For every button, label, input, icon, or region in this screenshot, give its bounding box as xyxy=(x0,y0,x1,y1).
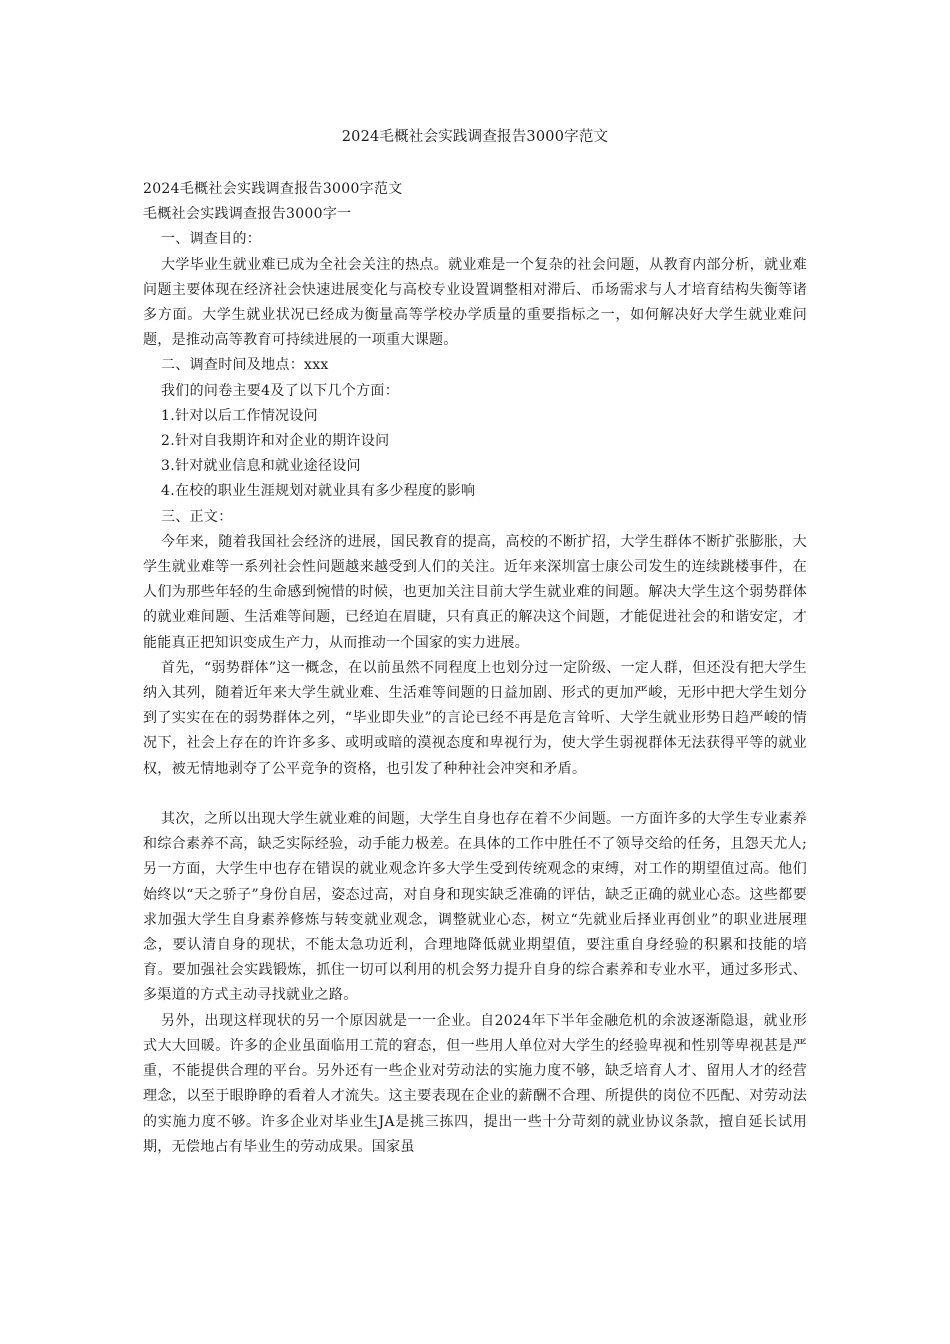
section-heading: 一、调查目的： xyxy=(161,231,262,248)
list-item: 2.针对自我期许和对企业的期许设问 xyxy=(161,433,390,450)
list-item: 1.针对以后工作情况设问 xyxy=(161,407,318,424)
section-heading: 二、调查时间及地点：xxx xyxy=(161,357,329,374)
section-heading: 三、正文： xyxy=(161,508,233,525)
paragraph: 大学毕业生就业难已成为全社会关注的热点。就业难是一个复杂的社会问题，从教育内部分析，就业难问题主要体现在经济社会快速进展变化与高校专业设置调整相对滞后、币场需求与人才培育结构失衡等诸多方面。大学生就业状况已经成为衡量高等学校办学质量的重要指标之一，如何解决好大学生就业难问题，是推动高等教育可持续进展的一项重大课题。 xyxy=(143,256,807,349)
paragraph: 首先，“弱势群体”这一概念，在以前虽然不同程度上也划分过一定阶级、一定人群，但还没有把大学生纳入其列，随着近年来大学生就业难、生活难等间题的日益加剧、形式的更加严峻，无形中把大学生划分到了实实在在的弱势群体之列，“毕业即失业”的言论已经不再是危言耸听、大学生就业形势日趋严峻的情况下，社会上存在的许许多多、或明或暗的漠视态度和卑视行为，使大学生弱视群体无法获得平等的就业权，被无情地剥夺了公平竞争的资格，也引发了种种社会冲突和矛盾。 xyxy=(143,659,807,777)
heading-line: 2024毛概社会实践调查报告3000字范文 xyxy=(143,181,403,197)
paragraph: 其次，之所以出现大学生就业难的间题，大学生自身也存在着不少间题。一方面许多的大学生专业素养和综合素养不高，缺乏实际经验，动手能力极差。在具体的工作中胜任不了领导交给的任务，且怨天尤人;另一方面，大学生中也存在错误的就业观念许多大学生受到传统观念的束缚，对工作的期望值过高。他们始终以“天之骄子”身份自居，姿态过高，对自身和现实缺乏准确的评估，缺乏正确的就业心态。这些都要求加强大学生自身素养修炼与转变就业观念，调整就业心态，树立“先就业后择业再创业”的职业进展理念，要认清自身的现状，不能太急功近利，合理地降低就业期望值，要注重自身经验的积累和技能的培育。要加强社会实践锻炼，抓住一切可以利用的机会努力提升自身的综合素养和专业水平，通过多形式、多渠道的方式主动寻找就业之路。 xyxy=(143,811,807,1004)
paragraph: 我们的问卷主要4及了以下几个方面： xyxy=(161,382,400,399)
blank-line xyxy=(143,782,807,807)
paragraph: 今年来，随着我国社会经济的进展，国民教育的提高，高校的不断扩招，大学生群体不断扩张膨胀，大学生就业难等一系列社会性问题越来越受到人们的关注。近年来深圳富士康公司发生的连续跳楼事件，在人们为那些年轻的生命感到惋惜的时候，也更加关注目前大学生就业难的间题。解决大学生这个弱势群体的就业难间题、生活难等间题，已经迫在眉睫，只有真正的解决这个间题，才能促进社会的和谐安定，才能能真正把知识变成生产力，从而推动一个国家的实力进展。 xyxy=(143,533,807,651)
subheading-line: 毛概社会实践调查报告3000字一 xyxy=(143,206,352,223)
list-item: 4.在校的职业生涯规划对就业具有多少程度的影响 xyxy=(161,483,476,500)
document-body xyxy=(143,177,807,1160)
document-title: 2024毛概社会实践调查报告3000字范文 xyxy=(341,129,609,145)
paragraph: 另外，出现这样现状的另一个原因就是一一企业。自2024年下半年金融危机的余波逐渐隐退，就业形式大大回暖。许多的企业虽面临用工荒的窘态，但一些用人单位对大学生的经验卑视和性别等卑视甚是严重，不能提供合理的平台。另外还有一些企业对劳动法的实施力度不够，缺乏培育人才、留用人才的经营理念，以至于眼睁睁的看着人才流失。这主要表现在企业的薪酬不合理、所提供的岗位不匹配、对劳动法的实施力度不够。许多企业对毕业生JA是挑三拣四，提出一些十分苛刻的就业协议条款，擅自延长试用期，无偿地占有毕业生的劳动成果。国家虽 xyxy=(143,1012,807,1155)
list-item: 3.针对就业信息和就业途径设问 xyxy=(161,458,361,475)
